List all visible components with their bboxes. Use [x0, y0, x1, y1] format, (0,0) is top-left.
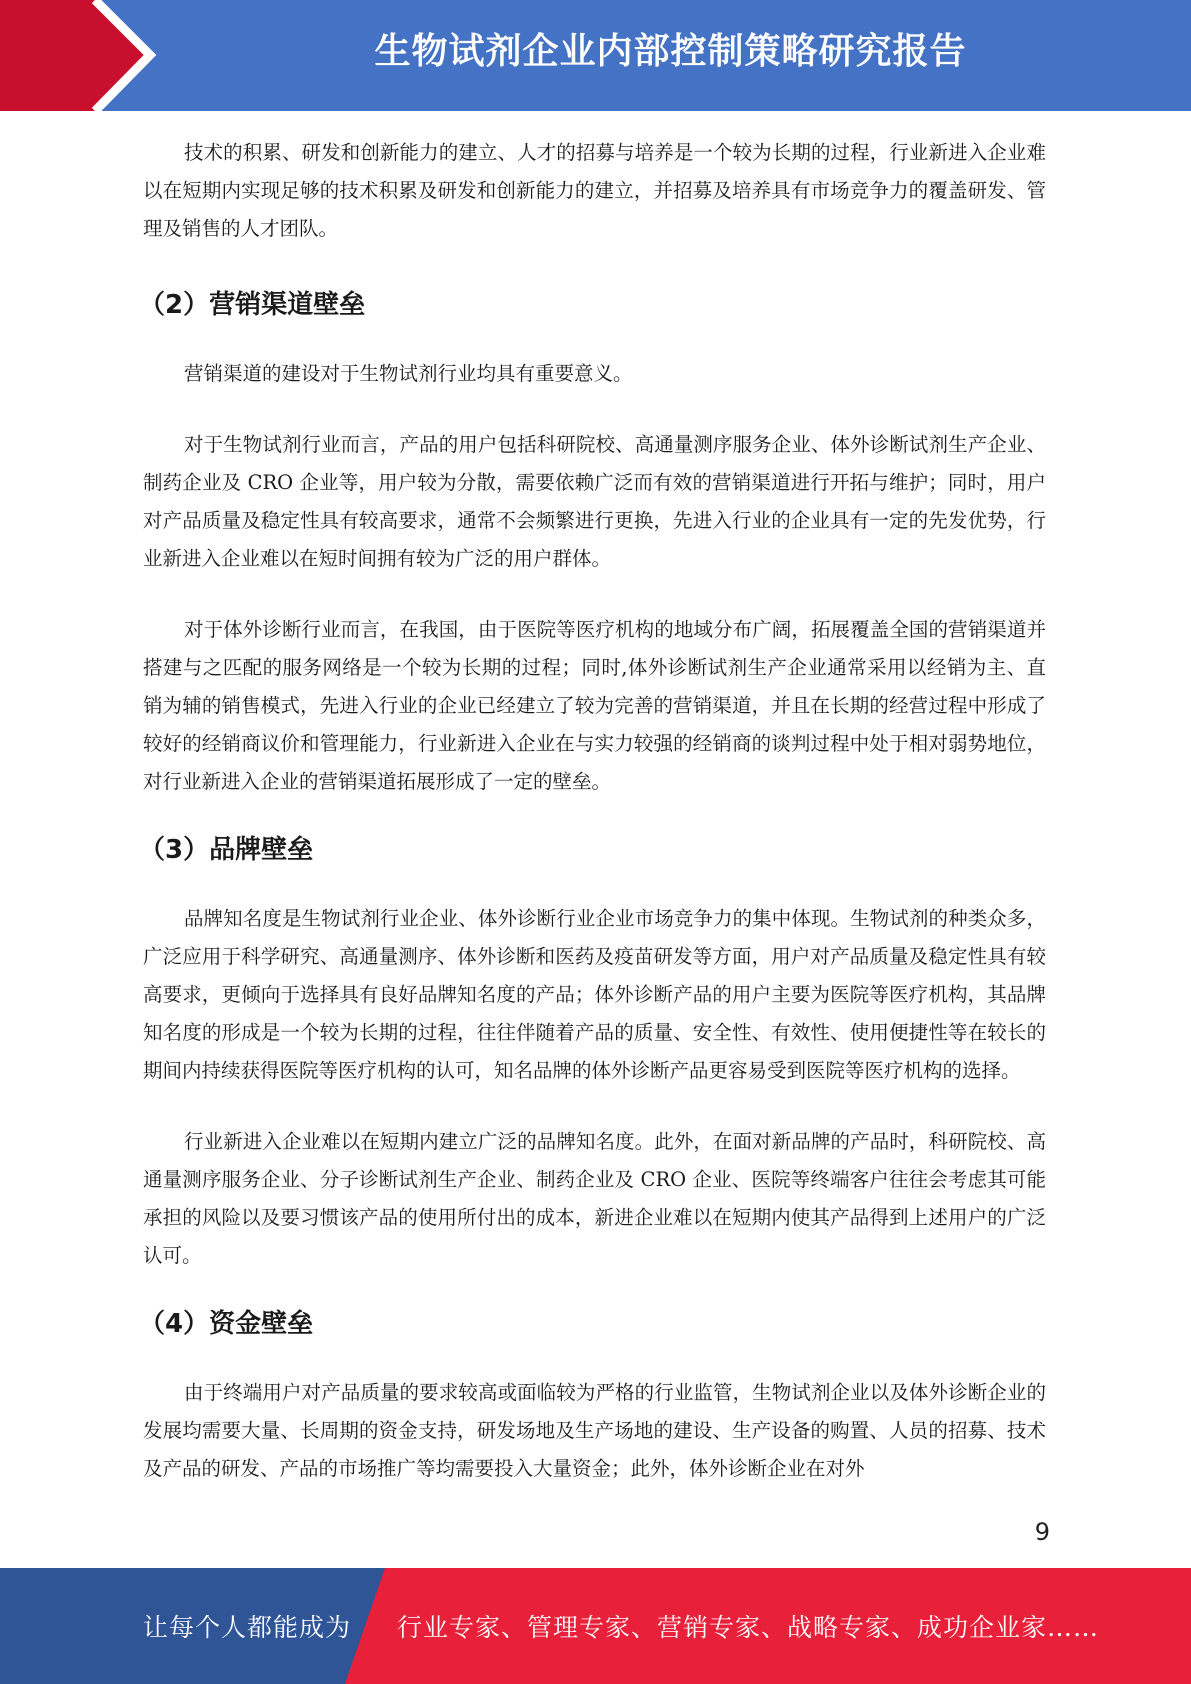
section-heading-capital: （4）资金壁垒	[139, 1309, 314, 1339]
paragraph: 技术的积累、研发和创新能力的建立、人才的招募与培养是一个较为长期的过程，行业新进入企业难以在短期内实现足够的技术积累及研发和创新能力的建立，并招募及培养具有市场竞争力的覆盖研发、管理及销售的人才团队。	[143, 141, 1046, 240]
paragraph: 品牌知名度是生物试剂行业企业、体外诊断行业企业市场竞争力的集中体现。生物试剂的种类众多，广泛应用于科学研究、高通量测序、体外诊断和医药及疫苗研发等方面，用户对产品质量及稳定性具有较高要求，更倾向于选择具有良好品牌知名度的产品；体外诊断产品的用户主要为医院等医疗机构，其品牌知名度的形成是一个较为长期的过程，往往伴随着产品的质量、安全性、有效性、使用便捷性等在较长的期间内持续获得医院等医疗机构的认可，知名品牌的体外诊断产品更容易受到医院等医疗机构的选择。	[143, 907, 1046, 1082]
footer-bar	[0, 1568, 1191, 1684]
section-heading-marketing-channel: （2）营销渠道壁垒	[139, 290, 366, 320]
paragraph: 行业新进入企业难以在短期内建立广泛的品牌知名度。此外，在面对新品牌的产品时，科研院校、高通量测序服务企业、分子诊断试剂生产企业、制药企业及 CRO 企业、医院等终端客户往往会考虑其可能承担的风险以及要习惯该产品的使用所付出的成本，新进企业难以在短期内使其产品得到上述用户的广泛认可。	[143, 1130, 1046, 1267]
section-heading-brand: （3）品牌壁垒	[139, 835, 314, 865]
footer-slogan-right: 行业专家、管理专家、营销专家、战略专家、成功企业家……	[397, 1613, 1100, 1642]
header-red-arrow	[0, 0, 150, 111]
paragraph: 对于生物试剂行业而言，产品的用户包括科研院校、高通量测序服务企业、体外诊断试剂生产企业、制药企业及 CRO 企业等，用户较为分散，需要依赖广泛而有效的营销渠道进行开拓与维护；同时，用户对产品质量及稳定性具有较高要求，通常不会频繁进行更换，先进入行业的企业具有一定的先发优势，行业新进入企业难以在短时间拥有较为广泛的用户群体。	[143, 433, 1046, 570]
paragraph: 对于体外诊断行业而言，在我国，由于医院等医疗机构的地域分布广阔，拓展覆盖全国的营销渠道并搭建与之匹配的服务网络是一个较为长期的过程；同时,体外诊断试剂生产企业通常采用以经销为主、直销为辅的销售模式，先进入行业的企业已经建立了较为完善的营销渠道，并且在长期的经营过程中形成了较好的经销商议价和管理能力，行业新进入企业在与实力较强的经销商的谈判过程中处于相对弱势地位，对行业新进入企业的营销渠道拓展形成了一定的壁垒。	[143, 618, 1046, 793]
paragraph: 由于终端用户对产品质量的要求较高或面临较为严格的行业监管，生物试剂企业以及体外诊断企业的发展均需要大量、长周期的资金支持，研发场地及生产场地的建设、生产设备的购置、人员的招募、技术及产品的研发、产品的市场推广等均需要投入大量资金；此外，体外诊断企业在对外	[143, 1381, 1046, 1480]
header-bar	[0, 0, 1191, 111]
report-title: 生物试剂企业内部控制策略研究报告	[374, 31, 967, 72]
paragraph: 营销渠道的建设对于生物试剂行业均具有重要意义。	[184, 362, 633, 385]
page-number: 9	[1034, 1518, 1050, 1546]
footer-slogan-left: 让每个人都能成为	[143, 1613, 352, 1642]
document-body	[139, 134, 1046, 1488]
